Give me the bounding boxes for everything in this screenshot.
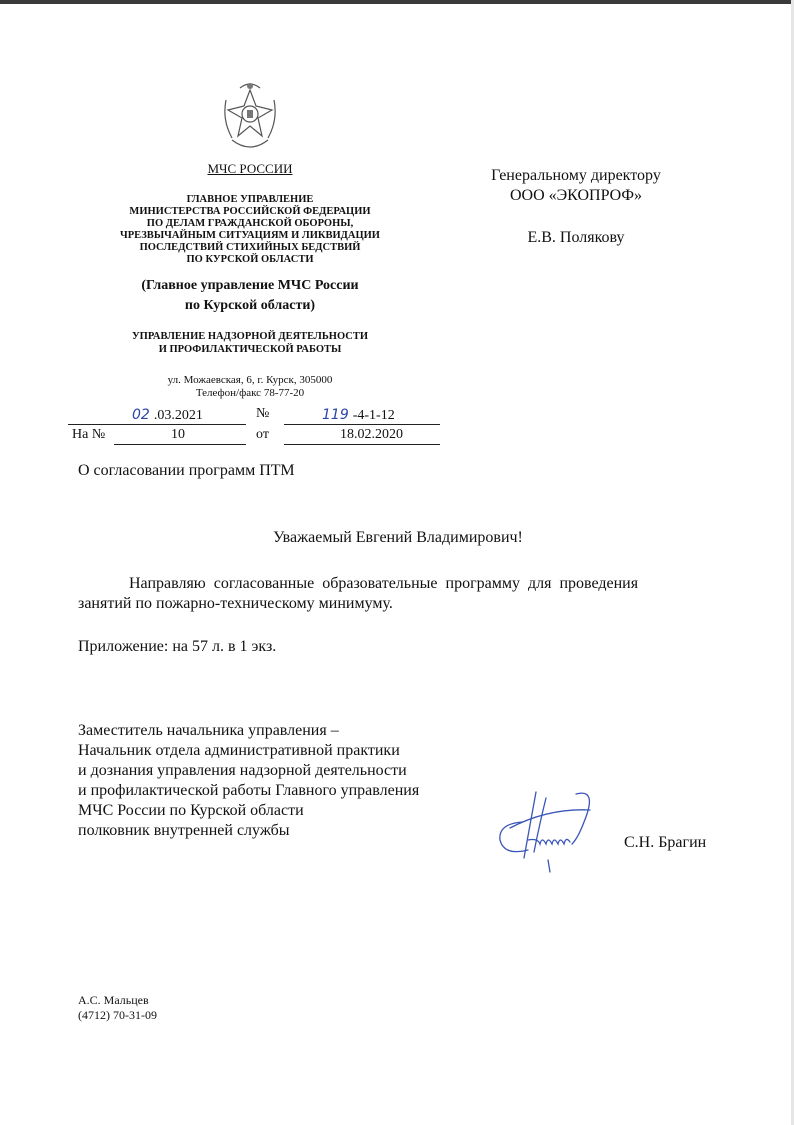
outgoing-date xyxy=(132,406,242,424)
executor-phone: (4712) 70-31-09 xyxy=(78,1008,157,1022)
reference-number-underline xyxy=(114,444,246,445)
org-name-line: ГЛАВНОЕ УПРАВЛЕНИЕ xyxy=(186,194,314,205)
letter-body xyxy=(78,574,720,614)
date-underline xyxy=(68,424,246,425)
recipient-line: ООО «ЭКОПРОФ» xyxy=(509,187,643,204)
greeting: Уважаемый Евгений Владимирович! xyxy=(273,529,523,546)
scan-border-top xyxy=(0,0,794,4)
executor-name: А.С. Мальцев xyxy=(78,993,149,1007)
number-sign: № xyxy=(256,406,270,421)
signatory-position xyxy=(78,721,498,841)
handwritten-number: 119 xyxy=(322,407,349,423)
org-phone: Телефон/факс 78-77-20 xyxy=(195,387,305,399)
recipient-line: Генеральному директору xyxy=(491,167,661,184)
position-line: и дознания управления надзорной деятельности xyxy=(78,762,407,779)
position-line: полковник внутренней службы xyxy=(78,822,290,839)
mchs-emblem-icon xyxy=(218,80,282,154)
department-line: И ПРОФИЛАКТИЧЕСКОЙ РАБОТЫ xyxy=(158,344,342,355)
attachment-note: Приложение: на 57 л. в 1 экз. xyxy=(78,638,277,655)
reference-date-underline xyxy=(284,444,440,445)
position-line: Начальник отдела административной практики xyxy=(78,742,400,759)
org-name-line: МИНИСТЕРСТВА РОССИЙСКОЙ ФЕДЕРАЦИИ xyxy=(129,206,371,217)
org-short-name-line: (Главное управление МЧС России xyxy=(141,278,359,293)
reference-label: На № xyxy=(72,427,106,442)
handwritten-signature xyxy=(488,782,608,874)
outgoing-number-printed: -4-1-12 xyxy=(352,408,395,423)
recipient-block xyxy=(456,166,696,248)
agency-title: МЧС РОССИИ xyxy=(207,161,293,176)
org-name-line: ЧРЕЗВЫЧАЙНЫМ СИТУАЦИЯМ И ЛИКВИДАЦИИ xyxy=(120,230,380,241)
reference-from-label: от xyxy=(256,427,269,442)
letter-subject: О согласовании программ ПТМ xyxy=(78,462,295,479)
org-name-line: ПО КУРСКОЙ ОБЛАСТИ xyxy=(186,254,314,265)
number-underline xyxy=(284,424,440,425)
reference-number: 10 xyxy=(171,427,185,442)
org-address: ул. Можаевская, 6, г. Курск, 305000 xyxy=(167,374,333,386)
department-line: УПРАВЛЕНИЕ НАДЗОРНОЙ ДЕЯТЕЛЬНОСТИ xyxy=(131,331,369,342)
position-line: Заместитель начальника управления – xyxy=(78,722,339,739)
org-short-name-line: по Курской области) xyxy=(184,298,316,313)
org-name-line: ПОСЛЕДСТВИЙ СТИХИЙНЫХ БЕДСТВИЙ xyxy=(139,242,361,253)
outgoing-number xyxy=(322,406,442,424)
position-line: МЧС России по Курской области xyxy=(78,802,304,819)
reference-date: 18.02.2020 xyxy=(340,427,403,442)
body-paragraph-line: занятий по пожарно-техническому минимуму. xyxy=(78,595,393,612)
org-name-line: ПО ДЕЛАМ ГРАЖДАНСКОЙ ОБОРОНЫ, xyxy=(146,218,354,229)
body-paragraph-line: Направляю согласованные образовательные программу для проведения xyxy=(129,575,639,592)
recipient-name: Е.В. Полякову xyxy=(527,229,625,246)
outgoing-date-printed: .03.2021 xyxy=(153,408,203,423)
signer-name: С.Н. Брагин xyxy=(624,834,707,851)
executor-info xyxy=(78,993,157,1023)
handwritten-day: 02 xyxy=(132,407,150,423)
org-short-name xyxy=(90,276,410,316)
position-line: и профилактической работы Главного управления xyxy=(78,782,420,799)
